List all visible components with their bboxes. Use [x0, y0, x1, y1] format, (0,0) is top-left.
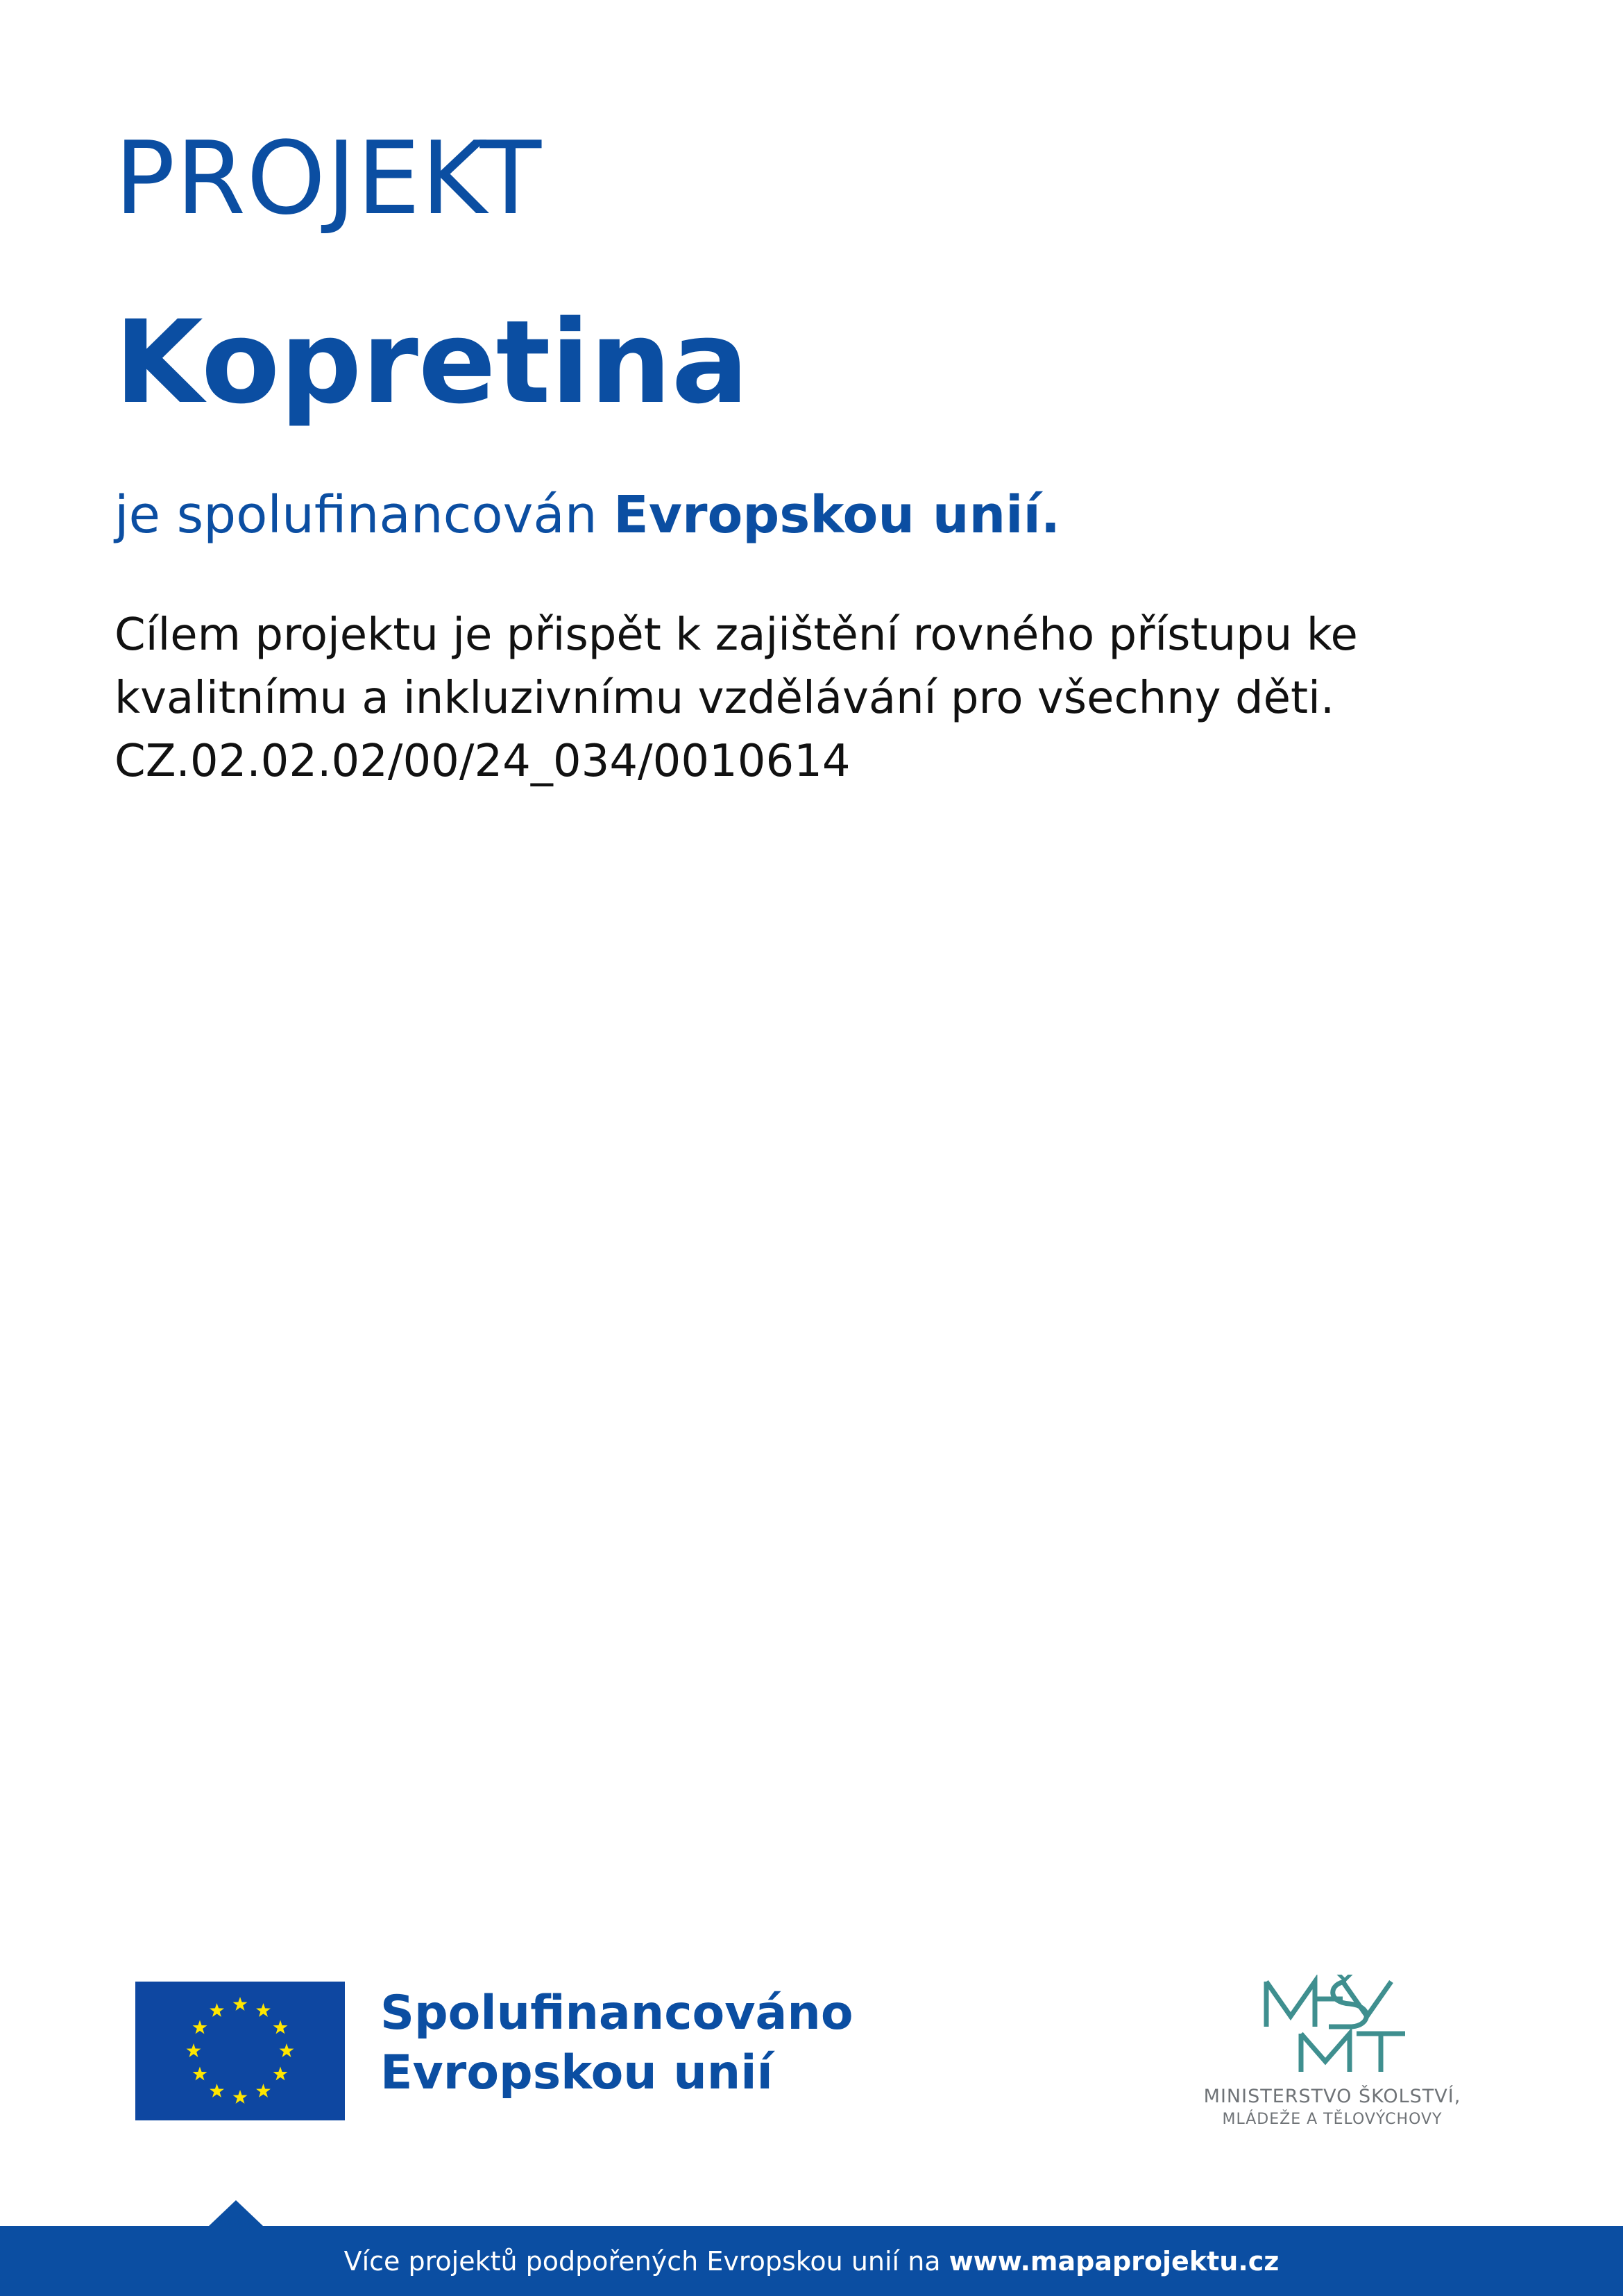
eu-star-icon: [273, 2067, 288, 2081]
project-label: PROJEKT: [114, 120, 543, 237]
eu-flag-icon: [135, 1982, 345, 2120]
eu-star-icon: [193, 2020, 207, 2034]
footer-link[interactable]: www.mapaprojektu.cz: [949, 2245, 1280, 2277]
project-description: [114, 604, 1537, 793]
footer-notch: [208, 2200, 264, 2227]
eu-star-icon: [256, 2003, 271, 2017]
msmt-monogram-icon: [1180, 1975, 1485, 2079]
msmt-logo-line2: MLÁDEŽE A TĚLOVÝCHOVY: [1222, 2111, 1443, 2128]
footer-bar: [0, 2226, 1623, 2296]
project-name: Kopretina: [114, 296, 749, 429]
footer-text: Více projektů podpořených Evropskou unií na: [343, 2245, 941, 2277]
eu-logo-line1: Spolufinancováno: [380, 1986, 853, 2041]
cofinanced-emphasis: Evropskou unií.: [613, 485, 1061, 545]
cofinanced-prefix: je spolufinancován: [114, 485, 597, 545]
eu-star-icon: [256, 2084, 271, 2097]
eu-star-icon: [273, 2020, 288, 2034]
msmt-logo-line1: MINISTERSTVO ŠKOLSTVÍ,: [1203, 2086, 1461, 2107]
eu-cofinanced-logo-text: [380, 1984, 853, 2103]
eu-star-icon: [233, 2090, 248, 2104]
description-line: kvalitnímu a inkluzivnímu vzdělávání pro všechny děti.: [114, 673, 1335, 724]
eu-star-icon: [280, 2043, 294, 2057]
eu-logo-line2: Evropskou unií: [380, 2045, 773, 2100]
eu-star-icon: [233, 1997, 248, 2011]
msmt-logo: [1180, 1975, 1485, 2127]
description-line: Cílem projektu je přispět k zajištění rovného přístupu ke: [114, 609, 1358, 661]
eu-stars: [135, 1982, 345, 2120]
eu-star-icon: [193, 2067, 207, 2081]
eu-star-icon: [187, 2043, 201, 2057]
project-registration-number: CZ.02.02.02/00/24_034/0010614: [114, 736, 851, 787]
cofinanced-line: [114, 485, 1061, 545]
eu-star-icon: [210, 2003, 224, 2017]
eu-star-icon: [210, 2084, 224, 2097]
